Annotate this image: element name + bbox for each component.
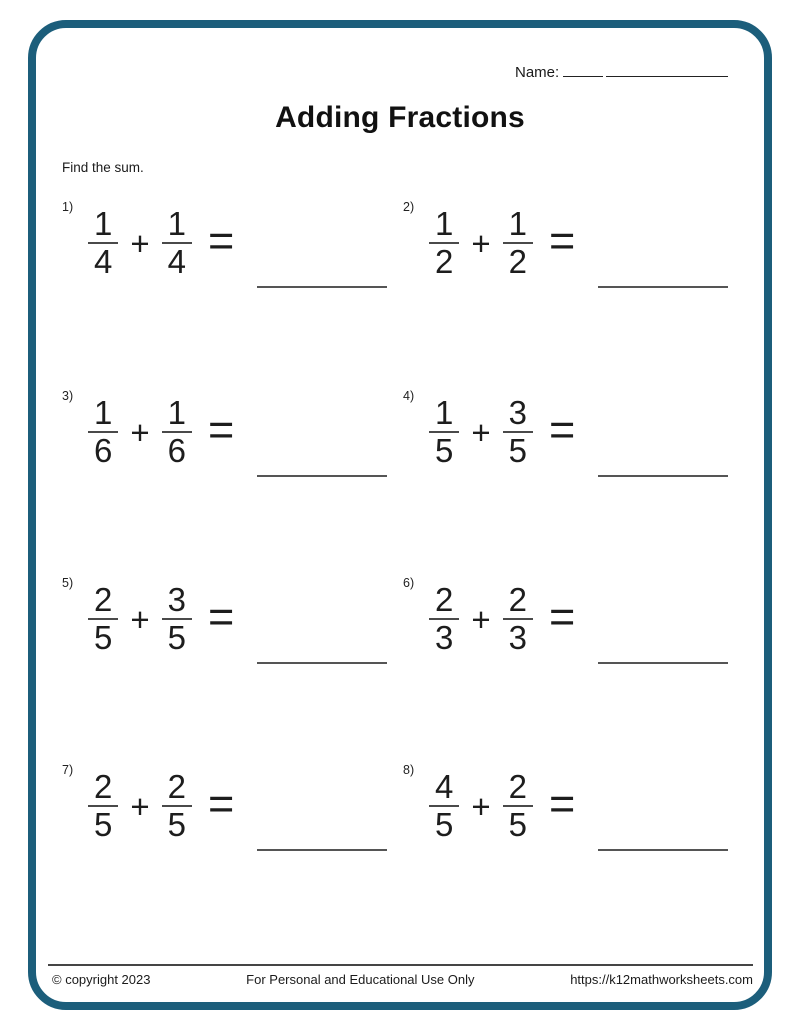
answer-blank[interactable]	[257, 443, 387, 477]
name-field-line[interactable]	[563, 61, 603, 77]
problem-5	[62, 576, 397, 688]
website-url[interactable]: https://k12mathworksheets.com	[570, 972, 753, 987]
name-field-line[interactable]	[606, 61, 728, 77]
expression	[88, 770, 234, 843]
denominator: 5	[88, 618, 118, 655]
numerator: 2	[435, 581, 454, 618]
problem-4	[403, 389, 738, 501]
numerator: 1	[435, 205, 454, 242]
fraction-left	[429, 583, 459, 656]
denominator: 3	[503, 618, 533, 655]
fraction-left	[88, 396, 118, 469]
numerator: 2	[167, 768, 186, 805]
equals-sign: =	[208, 403, 235, 455]
plus-operator: +	[130, 601, 150, 639]
answer-blank[interactable]	[257, 630, 387, 664]
fraction-right	[162, 396, 192, 469]
answer-blank[interactable]	[598, 254, 728, 288]
numerator: 1	[435, 394, 454, 431]
expression	[429, 583, 575, 656]
denominator: 5	[503, 805, 533, 842]
fraction-left	[429, 207, 459, 280]
fraction-left	[88, 207, 118, 280]
instructions-text: Find the sum.	[62, 160, 144, 175]
equals-sign: =	[549, 214, 576, 266]
fraction-right	[503, 770, 533, 843]
problem-number: 1)	[62, 200, 74, 214]
numerator: 1	[167, 394, 186, 431]
numerator: 3	[508, 394, 527, 431]
numerator: 1	[508, 205, 527, 242]
fraction-left	[429, 396, 459, 469]
denominator: 5	[429, 805, 459, 842]
fraction-right	[162, 583, 192, 656]
equals-sign: =	[208, 214, 235, 266]
numerator: 1	[94, 205, 113, 242]
numerator: 1	[94, 394, 113, 431]
problem-number: 5)	[62, 576, 74, 590]
fraction-left	[88, 770, 118, 843]
denominator: 5	[503, 431, 533, 468]
numerator: 2	[94, 768, 113, 805]
denominator: 5	[162, 618, 192, 655]
footer-divider	[48, 964, 753, 966]
denominator: 5	[88, 805, 118, 842]
expression	[429, 396, 575, 469]
plus-operator: +	[130, 414, 150, 452]
answer-blank[interactable]	[598, 443, 728, 477]
equals-sign: =	[549, 403, 576, 455]
plus-operator: +	[130, 788, 150, 826]
expression	[88, 583, 234, 656]
expression	[88, 396, 234, 469]
footer	[48, 972, 753, 987]
problem-6	[403, 576, 738, 688]
equals-sign: =	[549, 590, 576, 642]
problem-number: 3)	[62, 389, 74, 403]
fraction-left	[429, 770, 459, 843]
name-field	[515, 61, 728, 81]
fraction-right	[503, 207, 533, 280]
fraction-right	[162, 207, 192, 280]
plus-operator: +	[130, 225, 150, 263]
numerator: 2	[508, 768, 527, 805]
expression	[429, 207, 575, 280]
problem-8	[403, 763, 738, 875]
expression	[88, 207, 234, 280]
problem-number: 2)	[403, 200, 415, 214]
answer-blank[interactable]	[257, 254, 387, 288]
problem-number: 7)	[62, 763, 74, 777]
denominator: 6	[88, 431, 118, 468]
usage-text: For Personal and Educational Use Only	[246, 972, 475, 987]
denominator: 5	[429, 431, 459, 468]
fraction-right	[503, 396, 533, 469]
plus-operator: +	[471, 414, 491, 452]
fraction-left	[88, 583, 118, 656]
denominator: 3	[429, 618, 459, 655]
denominator: 6	[162, 431, 192, 468]
problem-number: 4)	[403, 389, 415, 403]
problem-3	[62, 389, 397, 501]
numerator: 2	[508, 581, 527, 618]
fraction-right	[162, 770, 192, 843]
denominator: 4	[88, 242, 118, 279]
equals-sign: =	[549, 777, 576, 829]
answer-blank[interactable]	[257, 817, 387, 851]
plus-operator: +	[471, 225, 491, 263]
answer-blank[interactable]	[598, 817, 728, 851]
equals-sign: =	[208, 777, 235, 829]
denominator: 2	[503, 242, 533, 279]
plus-operator: +	[471, 788, 491, 826]
name-label: Name:	[515, 64, 560, 81]
problem-7	[62, 763, 397, 875]
plus-operator: +	[471, 601, 491, 639]
denominator: 4	[162, 242, 192, 279]
answer-blank[interactable]	[598, 630, 728, 664]
denominator: 2	[429, 242, 459, 279]
numerator: 2	[94, 581, 113, 618]
equals-sign: =	[208, 590, 235, 642]
numerator: 1	[167, 205, 186, 242]
denominator: 5	[162, 805, 192, 842]
copyright-text: © copyright 2023	[52, 972, 151, 987]
numerator: 3	[167, 581, 186, 618]
problem-1	[62, 200, 397, 312]
problem-number: 8)	[403, 763, 415, 777]
page-title: Adding Fractions	[275, 101, 525, 134]
numerator: 4	[435, 768, 454, 805]
problem-number: 6)	[403, 576, 415, 590]
fraction-right	[503, 583, 533, 656]
expression	[429, 770, 575, 843]
problem-2	[403, 200, 738, 312]
